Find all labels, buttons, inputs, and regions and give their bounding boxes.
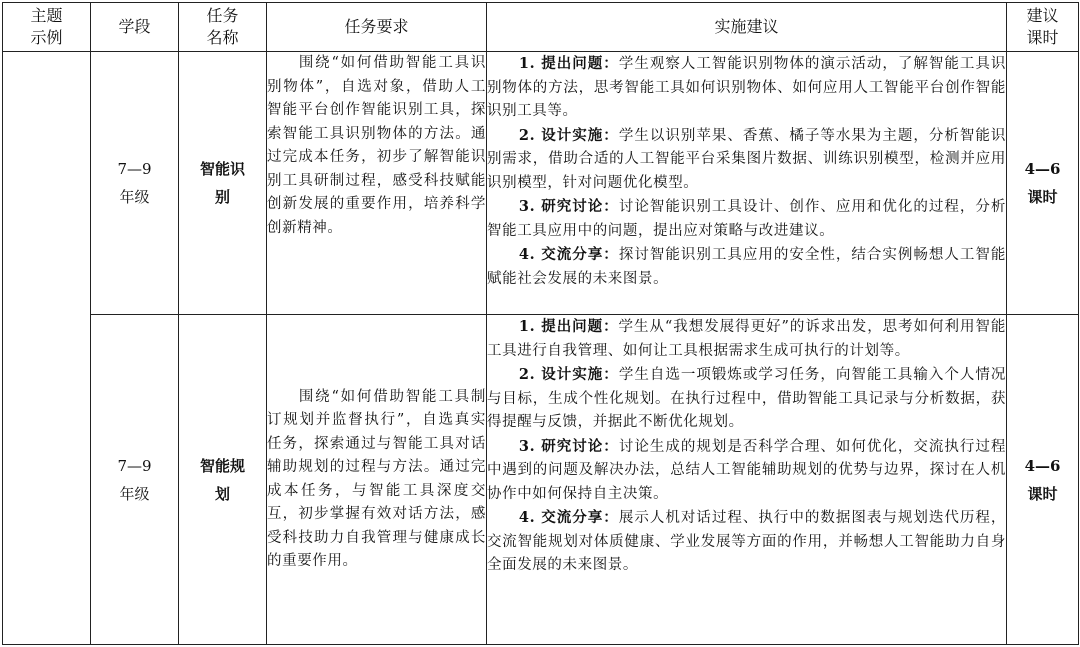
- header-task-name: 任务 名称: [179, 3, 267, 52]
- curriculum-table: [2, 2, 1079, 645]
- suggestion-item: 4. 交流分享：探讨智能识别工具应用的安全性，结合实例畅想人工智能赋能社会发展的未来图景。: [487, 246, 1006, 287]
- suggestion-item: 3. 研究讨论：讨论智能识别工具设计、创作、应用和优化的过程，分析智能工具应用中的问题，提出应对策略与改进建议。: [487, 198, 1006, 239]
- suggestion-item: 1. 提出问题：学生观察人工智能识别物体的演示活动，了解智能工具识别物体的方法，思考智能工具如何识别物体、如何应用人工智能平台创作智能识别工具等。: [487, 55, 1006, 119]
- header-task-requirements: 任务要求: [267, 3, 487, 52]
- stage-cell: 7—9 年级: [91, 315, 179, 645]
- header-implementation: 实施建议: [487, 3, 1007, 52]
- task-name-cell: 智能识 别: [179, 52, 267, 315]
- table-row: [3, 315, 1079, 645]
- suggestion-item: 4. 交流分享：展示人机对话过程、执行中的数据图表与规划迭代历程，交流智能规划对体质健康、学业发展等方面的作用，并畅想人工智能助力自身全面发展的未来图景。: [487, 509, 1006, 573]
- header-topic-example: 主题 示例: [3, 3, 91, 52]
- implementation-cell: [487, 52, 1007, 315]
- task-name-cell: 智能规 划: [179, 315, 267, 645]
- hours-cell: 4—6 课时: [1007, 315, 1079, 645]
- header-suggested-hours: 建议 课时: [1007, 3, 1079, 52]
- suggestion-item: 2. 设计实施：学生以识别苹果、香蕉、橘子等水果为主题，分析智能识别需求，借助合适的人工智能平台采集图片数据、训练识别模型，检测并应用识别模型，针对问题优化模型。: [487, 126, 1006, 191]
- suggestion-item: 3. 研究讨论：讨论生成的规划是否科学合理、如何优化，交流执行过程中遇到的问题及解决办法，总结人工智能辅助规划的优势与边界，探讨在人机协作中如何保持自主决策。: [487, 437, 1006, 502]
- suggestion-item: 2. 设计实施：学生自选一项锻炼或学习任务，向智能工具输入个人情况与目标，生成个性化规划。在执行过程中，借助智能工具记录与分析数据，获得提醒与反馈，并据此不断优化规划。: [487, 366, 1006, 430]
- header-stage: 学段: [91, 3, 179, 52]
- hours-cell: 4—6 课时: [1007, 52, 1079, 315]
- topic-example-cell: [3, 52, 91, 645]
- header-row: [3, 3, 1079, 52]
- task-requirement-cell: 围绕“如何借助智能工具制订规划并监督执行”，自选真实任务，探索通过与智能工具对话辅助规划的过程与方法。通过完成本任务，与智能工具深度交互，初步掌握有效对话方法，感受科技助力自我管理与健康成长的重要作用。: [267, 315, 487, 645]
- table-row: [3, 52, 1079, 315]
- implementation-cell: [487, 315, 1007, 645]
- suggestion-item: 1. 提出问题：学生从“我想发展得更好”的诉求出发，思考如何利用智能工具进行自我管理、如何让工具根据需求生成可执行的计划等。: [487, 318, 1006, 359]
- task-requirement-cell: 围绕“如何借助智能工具识别物体”，自选对象，借助人工智能平台创作智能识别工具，探索智能工具识别物体的方法。通过完成本任务，初步了解智能识别工具研制过程，感受科技赋能创新发展的重要作用，培养科学创新精神。: [267, 52, 487, 315]
- stage-cell: 7—9 年级: [91, 52, 179, 315]
